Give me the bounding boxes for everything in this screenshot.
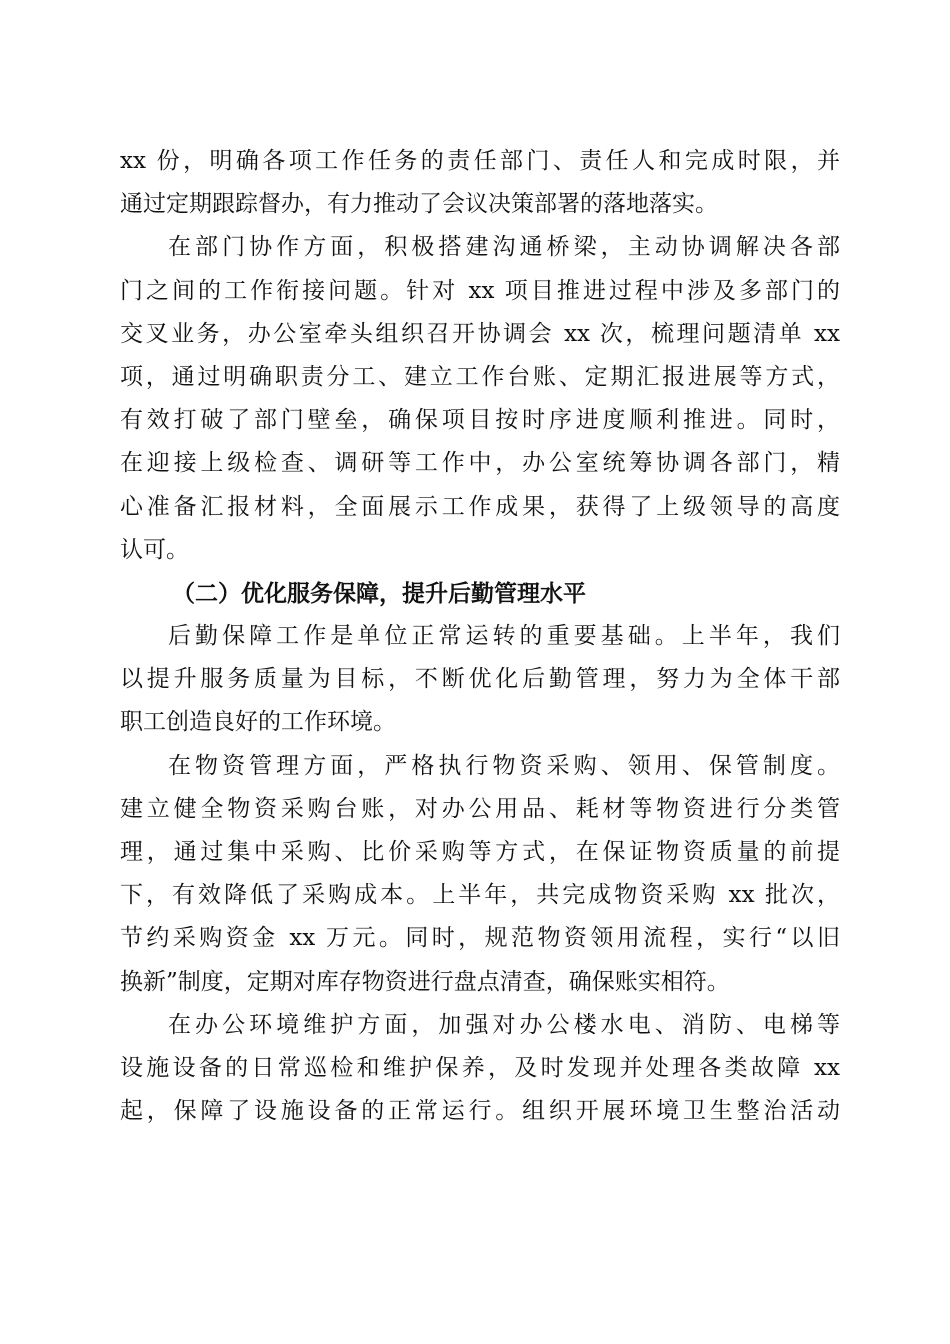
paragraph-2-line-5: 有效打破了部门壁垒，确保项目按时序进度顺利推进。同时， — [120, 407, 840, 434]
paragraph-2-line-6: 在迎接上级检查、调研等工作中，办公室统筹协调各部门，精 — [120, 450, 840, 477]
paragraph-4-line-3: 理，通过集中采购、比价采购等方式，在保证物资质量的前提 — [120, 839, 840, 865]
paragraph-1-line-1: xx 份，明确各项工作任务的责任部门、责任人和完成时限，并 — [120, 148, 840, 174]
paragraph-2-line-1: 在部门协作方面，积极搭建沟通桥梁，主动协调解决各部 — [168, 234, 840, 261]
paragraph-2-line-4: 项，通过明确职责分工、建立工作台账、定期汇报进展等方式， — [120, 363, 840, 390]
paragraph-5-line-2: 设施设备的日常巡检和维护保养，及时发现并处理各类故障 xx — [120, 1054, 840, 1081]
section-heading: （二）优化服务保障，提升后勤管理水平 — [172, 579, 586, 607]
paragraph-2-line-7: 心准备汇报材料，全面展示工作成果，获得了上级领导的高度 — [120, 493, 840, 520]
paragraph-1-line-2: 通过定期跟踪督办，有力推动了会议决策部署的落地落实。 — [120, 191, 718, 218]
document-body — [120, 140, 840, 1133]
paragraph-4-line-5: 节约采购资金 xx 万元。同时，规范物资领用流程，实行“以旧 — [120, 925, 840, 952]
paragraph-5-line-3: 起，保障了设施设备的正常运行。组织开展环境卫生整治活动 — [120, 1098, 840, 1125]
paragraph-3-line-1: 后勤保障工作是单位正常运转的重要基础。上半年，我们 — [168, 623, 840, 650]
paragraph-2-line-3: 交叉业务，办公室牵头组织召开协调会 xx 次，梳理问题清单 xx — [120, 320, 840, 347]
paragraph-4-line-1: 在物资管理方面，严格执行物资采购、领用、保管制度。 — [168, 752, 840, 779]
paragraph-4-line-2: 建立健全物资采购台账，对办公用品、耗材等物资进行分类管 — [120, 795, 840, 822]
paragraph-3-line-2: 以提升服务质量为目标，不断优化后勤管理，努力为全体干部 — [120, 666, 840, 693]
paragraph-5-line-1: 在办公环境维护方面，加强对办公楼水电、消防、电梯等 — [168, 1011, 840, 1038]
paragraph-2-line-2: 门之间的工作衔接问题。针对 xx 项目推进过程中涉及多部门的 — [120, 277, 840, 304]
paragraph-2-line-8: 认可。 — [120, 536, 189, 563]
paragraph-4-line-6: 换新”制度，定期对库存物资进行盘点清查，确保账实相符。 — [120, 968, 730, 995]
paragraph-4-line-4: 下，有效降低了采购成本。上半年，共完成物资采购 xx 批次， — [120, 882, 840, 909]
paragraph-3-line-3: 职工创造良好的工作环境。 — [120, 709, 396, 736]
